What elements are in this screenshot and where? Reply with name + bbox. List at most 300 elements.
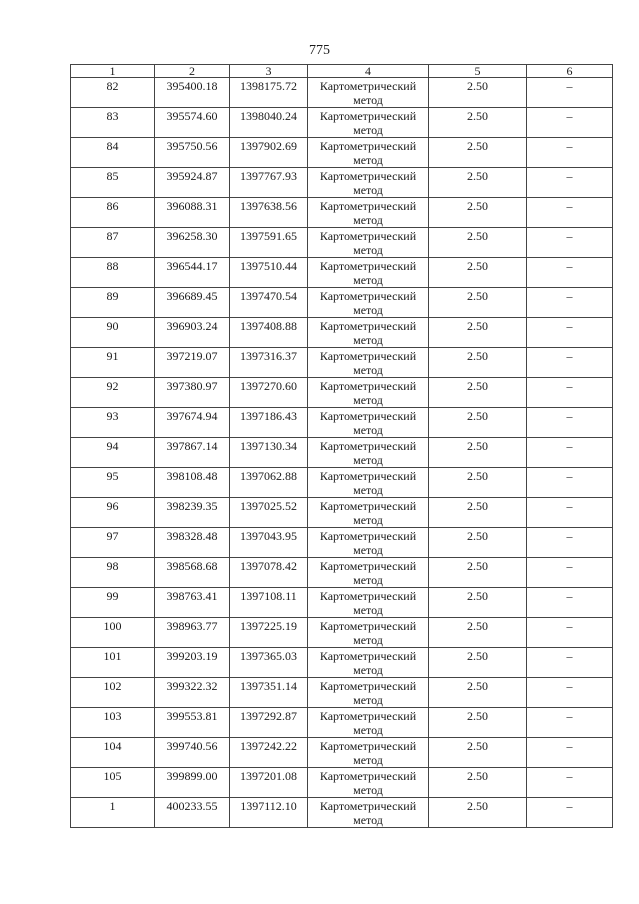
- cell-text: 82: [106, 79, 119, 93]
- table-body: [71, 65, 613, 828]
- y-coordinate-cell: [230, 738, 308, 768]
- description-cell: [527, 108, 613, 138]
- method-cell: [308, 678, 429, 708]
- table-row: [71, 498, 613, 528]
- cell-text: 1397767.93: [240, 169, 297, 183]
- cell-text: 1397108.11: [240, 589, 297, 603]
- y-coordinate-cell: [230, 288, 308, 318]
- table-row: [71, 108, 613, 138]
- method-cell: [308, 738, 429, 768]
- method-cell: [308, 648, 429, 678]
- cell-text: Картометрический метод: [319, 769, 417, 797]
- cell-text: 2.50: [467, 589, 488, 603]
- cell-text: –: [566, 619, 573, 633]
- cell-text: 101: [103, 649, 122, 663]
- cell-text: 1397186.43: [240, 409, 297, 423]
- table-row: [71, 318, 613, 348]
- cell-text: –: [566, 679, 573, 693]
- point-number-cell: [71, 198, 155, 228]
- point-number-cell: [71, 408, 155, 438]
- cell-text: –: [566, 439, 573, 453]
- cell-text: 396088.31: [166, 199, 218, 213]
- method-cell: [308, 618, 429, 648]
- y-coordinate-cell: [230, 468, 308, 498]
- x-coordinate-cell: [155, 528, 230, 558]
- y-coordinate-cell: [230, 528, 308, 558]
- cell-text: Картометрический метод: [319, 229, 417, 257]
- cell-text: Картометрический метод: [319, 409, 417, 437]
- table-row: [71, 768, 613, 798]
- point-number-cell: [71, 228, 155, 258]
- cell-text: 397219.07: [166, 349, 218, 363]
- cell-text: –: [566, 109, 573, 123]
- y-coordinate-cell: [230, 618, 308, 648]
- x-coordinate-cell: [155, 738, 230, 768]
- cell-text: 89: [106, 289, 119, 303]
- cell-text: 99: [106, 589, 119, 603]
- point-number-cell: [71, 558, 155, 588]
- cell-text: Картометрический метод: [319, 619, 417, 647]
- x-coordinate-cell: [155, 108, 230, 138]
- x-coordinate-cell: [155, 78, 230, 108]
- description-cell: [527, 618, 613, 648]
- cell-text: 398963.77: [166, 619, 218, 633]
- table-row: [71, 138, 613, 168]
- y-coordinate-cell: [230, 258, 308, 288]
- cell-text: 92: [106, 379, 119, 393]
- cell-text: 90: [106, 319, 119, 333]
- y-coordinate-cell: [230, 228, 308, 258]
- method-cell: [308, 228, 429, 258]
- description-cell: [527, 138, 613, 168]
- cell-text: 93: [106, 409, 119, 423]
- accuracy-cell: [429, 258, 527, 288]
- accuracy-cell: [429, 588, 527, 618]
- cell-text: 396258.30: [166, 229, 218, 243]
- cell-text: 1397225.19: [240, 619, 297, 633]
- x-coordinate-cell: [155, 318, 230, 348]
- description-cell: [527, 768, 613, 798]
- x-coordinate-cell: [155, 198, 230, 228]
- cell-text: 2.50: [467, 139, 488, 153]
- cell-text: –: [566, 169, 573, 183]
- cell-text: 98: [106, 559, 119, 573]
- description-cell: [527, 198, 613, 228]
- method-cell: [308, 258, 429, 288]
- cell-text: 1: [109, 799, 116, 813]
- column-header: 5: [429, 65, 527, 78]
- table-row: [71, 198, 613, 228]
- accuracy-cell: [429, 438, 527, 468]
- cell-text: 1397062.88: [240, 469, 297, 483]
- page-number: 775: [309, 43, 330, 58]
- point-number-cell: [71, 78, 155, 108]
- y-coordinate-cell: [230, 588, 308, 618]
- cell-text: –: [566, 379, 573, 393]
- table-row: [71, 348, 613, 378]
- y-coordinate-cell: [230, 318, 308, 348]
- table-row: [71, 378, 613, 408]
- accuracy-cell: [429, 528, 527, 558]
- method-cell: [308, 198, 429, 228]
- cell-text: –: [566, 79, 573, 93]
- method-cell: [308, 168, 429, 198]
- description-cell: [527, 288, 613, 318]
- cell-text: 397867.14: [166, 439, 218, 453]
- cell-text: 399322.32: [166, 679, 218, 693]
- y-coordinate-cell: [230, 678, 308, 708]
- accuracy-cell: [429, 708, 527, 738]
- method-cell: [308, 378, 429, 408]
- cell-text: 2.50: [467, 319, 488, 333]
- y-coordinate-cell: [230, 798, 308, 828]
- cell-text: 2.50: [467, 79, 488, 93]
- accuracy-cell: [429, 318, 527, 348]
- cell-text: 2.50: [467, 379, 488, 393]
- cell-text: Картометрический метод: [319, 499, 417, 527]
- cell-text: 2.50: [467, 559, 488, 573]
- cell-text: Картометрический метод: [319, 799, 417, 827]
- point-number-cell: [71, 768, 155, 798]
- cell-text: 399553.81: [166, 709, 218, 723]
- x-coordinate-cell: [155, 138, 230, 168]
- description-cell: [527, 708, 613, 738]
- description-cell: [527, 558, 613, 588]
- x-coordinate-cell: [155, 498, 230, 528]
- point-number-cell: [71, 468, 155, 498]
- method-cell: [308, 348, 429, 378]
- x-coordinate-cell: [155, 678, 230, 708]
- y-coordinate-cell: [230, 498, 308, 528]
- accuracy-cell: [429, 108, 527, 138]
- x-coordinate-cell: [155, 408, 230, 438]
- cell-text: –: [566, 319, 573, 333]
- cell-text: 83: [106, 109, 119, 123]
- cell-text: 1397292.87: [240, 709, 297, 723]
- cell-text: 2.50: [467, 289, 488, 303]
- cell-text: 87: [106, 229, 119, 243]
- cell-text: –: [566, 589, 573, 603]
- cell-text: 398763.41: [166, 589, 218, 603]
- cell-text: 1397365.03: [240, 649, 297, 663]
- cell-text: 2.50: [467, 619, 488, 633]
- cell-text: 2.50: [467, 199, 488, 213]
- method-cell: [308, 528, 429, 558]
- cell-text: 2.50: [467, 679, 488, 693]
- cell-text: 2.50: [467, 169, 488, 183]
- x-coordinate-cell: [155, 618, 230, 648]
- cell-text: –: [566, 199, 573, 213]
- cell-text: –: [566, 259, 573, 273]
- accuracy-cell: [429, 678, 527, 708]
- description-cell: [527, 648, 613, 678]
- description-cell: [527, 258, 613, 288]
- description-cell: [527, 228, 613, 258]
- column-header: 2: [155, 65, 230, 78]
- cell-text: 398328.48: [166, 529, 218, 543]
- table-row: [71, 648, 613, 678]
- cell-text: 85: [106, 169, 119, 183]
- x-coordinate-cell: [155, 768, 230, 798]
- cell-text: 399203.19: [166, 649, 218, 663]
- cell-text: 2.50: [467, 739, 488, 753]
- cell-text: –: [566, 139, 573, 153]
- description-cell: [527, 678, 613, 708]
- cell-text: 94: [106, 439, 119, 453]
- cell-text: –: [566, 799, 573, 813]
- point-number-cell: [71, 498, 155, 528]
- cell-text: 395574.60: [166, 109, 218, 123]
- table-row: [71, 738, 613, 768]
- table-row: [71, 618, 613, 648]
- cell-text: 2.50: [467, 769, 488, 783]
- cell-text: 1397902.69: [240, 139, 297, 153]
- cell-text: 95: [106, 469, 119, 483]
- y-coordinate-cell: [230, 708, 308, 738]
- table-row: [71, 708, 613, 738]
- method-cell: [308, 438, 429, 468]
- x-coordinate-cell: [155, 228, 230, 258]
- description-cell: [527, 348, 613, 378]
- cell-text: 395750.56: [166, 139, 218, 153]
- accuracy-cell: [429, 198, 527, 228]
- cell-text: –: [566, 709, 573, 723]
- method-cell: [308, 498, 429, 528]
- point-number-cell: [71, 438, 155, 468]
- cell-text: 91: [106, 349, 119, 363]
- table-header-row: [71, 65, 613, 78]
- cell-text: 398108.48: [166, 469, 218, 483]
- x-coordinate-cell: [155, 258, 230, 288]
- cell-text: Картометрический метод: [319, 319, 417, 347]
- method-cell: [308, 588, 429, 618]
- x-coordinate-cell: [155, 168, 230, 198]
- cell-text: –: [566, 469, 573, 483]
- point-number-cell: [71, 618, 155, 648]
- cell-text: 2.50: [467, 529, 488, 543]
- method-cell: [308, 318, 429, 348]
- table-row: [71, 408, 613, 438]
- point-number-cell: [71, 528, 155, 558]
- method-cell: [308, 288, 429, 318]
- accuracy-cell: [429, 798, 527, 828]
- table-row: [71, 468, 613, 498]
- cell-text: –: [566, 529, 573, 543]
- cell-text: 102: [103, 679, 122, 693]
- accuracy-cell: [429, 78, 527, 108]
- y-coordinate-cell: [230, 648, 308, 678]
- cell-text: 2.50: [467, 349, 488, 363]
- description-cell: [527, 498, 613, 528]
- cell-text: Картометрический метод: [319, 109, 417, 137]
- cell-text: Картометрический метод: [319, 379, 417, 407]
- x-coordinate-cell: [155, 348, 230, 378]
- cell-text: 1398040.24: [240, 109, 297, 123]
- point-number-cell: [71, 108, 155, 138]
- cell-text: 2.50: [467, 229, 488, 243]
- method-cell: [308, 468, 429, 498]
- description-cell: [527, 738, 613, 768]
- accuracy-cell: [429, 348, 527, 378]
- point-number-cell: [71, 588, 155, 618]
- point-number-cell: [71, 288, 155, 318]
- cell-text: 396689.45: [166, 289, 218, 303]
- cell-text: 2.50: [467, 259, 488, 273]
- accuracy-cell: [429, 648, 527, 678]
- cell-text: 2.50: [467, 439, 488, 453]
- cell-text: 395924.87: [166, 169, 218, 183]
- cell-text: 400233.55: [166, 799, 218, 813]
- x-coordinate-cell: [155, 378, 230, 408]
- cell-text: Картометрический метод: [319, 469, 417, 497]
- table-row: [71, 228, 613, 258]
- point-number-cell: [71, 348, 155, 378]
- point-number-cell: [71, 258, 155, 288]
- point-number-cell: [71, 378, 155, 408]
- method-cell: [308, 408, 429, 438]
- cell-text: Картометрический метод: [319, 679, 417, 707]
- cell-text: Картометрический метод: [319, 79, 417, 107]
- coordinates-table: [70, 64, 613, 828]
- method-cell: [308, 78, 429, 108]
- cell-text: Картометрический метод: [319, 559, 417, 587]
- x-coordinate-cell: [155, 468, 230, 498]
- cell-text: 1397043.95: [240, 529, 297, 543]
- description-cell: [527, 318, 613, 348]
- method-cell: [308, 708, 429, 738]
- x-coordinate-cell: [155, 288, 230, 318]
- cell-text: 1397316.37: [240, 349, 297, 363]
- cell-text: 396544.17: [166, 259, 218, 273]
- x-coordinate-cell: [155, 438, 230, 468]
- cell-text: 1397078.42: [240, 559, 297, 573]
- y-coordinate-cell: [230, 168, 308, 198]
- table-row: [71, 528, 613, 558]
- point-number-cell: [71, 138, 155, 168]
- cell-text: 1397242.22: [240, 739, 297, 753]
- description-cell: [527, 78, 613, 108]
- cell-text: Картометрический метод: [319, 259, 417, 287]
- table-row: [71, 78, 613, 108]
- cell-text: –: [566, 739, 573, 753]
- accuracy-cell: [429, 768, 527, 798]
- method-cell: [308, 798, 429, 828]
- y-coordinate-cell: [230, 138, 308, 168]
- cell-text: 1397351.14: [240, 679, 297, 693]
- cell-text: –: [566, 649, 573, 663]
- cell-text: 84: [106, 139, 119, 153]
- cell-text: 1397408.88: [240, 319, 297, 333]
- cell-text: 96: [106, 499, 119, 513]
- method-cell: [308, 768, 429, 798]
- y-coordinate-cell: [230, 558, 308, 588]
- description-cell: [527, 378, 613, 408]
- accuracy-cell: [429, 618, 527, 648]
- cell-text: 1398175.72: [240, 79, 297, 93]
- table-row: [71, 678, 613, 708]
- cell-text: 397674.94: [166, 409, 218, 423]
- table-row: [71, 588, 613, 618]
- cell-text: 397380.97: [166, 379, 218, 393]
- table-row: [71, 558, 613, 588]
- cell-text: 2.50: [467, 109, 488, 123]
- x-coordinate-cell: [155, 558, 230, 588]
- cell-text: Картометрический метод: [319, 709, 417, 737]
- cell-text: 105: [103, 769, 122, 783]
- description-cell: [527, 468, 613, 498]
- point-number-cell: [71, 678, 155, 708]
- cell-text: Картометрический метод: [319, 439, 417, 467]
- cell-text: 1397638.56: [240, 199, 297, 213]
- accuracy-cell: [429, 138, 527, 168]
- point-number-cell: [71, 648, 155, 678]
- cell-text: Картометрический метод: [319, 589, 417, 617]
- y-coordinate-cell: [230, 108, 308, 138]
- cell-text: 1397591.65: [240, 229, 297, 243]
- cell-text: 398568.68: [166, 559, 218, 573]
- cell-text: 1397510.44: [240, 259, 297, 273]
- cell-text: 103: [103, 709, 122, 723]
- y-coordinate-cell: [230, 378, 308, 408]
- cell-text: 86: [106, 199, 119, 213]
- column-header: 4: [308, 65, 429, 78]
- point-number-cell: [71, 798, 155, 828]
- description-cell: [527, 408, 613, 438]
- x-coordinate-cell: [155, 648, 230, 678]
- method-cell: [308, 558, 429, 588]
- y-coordinate-cell: [230, 348, 308, 378]
- cell-text: Картометрический метод: [319, 349, 417, 377]
- cell-text: 399740.56: [166, 739, 218, 753]
- description-cell: [527, 588, 613, 618]
- accuracy-cell: [429, 288, 527, 318]
- x-coordinate-cell: [155, 708, 230, 738]
- cell-text: –: [566, 499, 573, 513]
- accuracy-cell: [429, 498, 527, 528]
- accuracy-cell: [429, 738, 527, 768]
- cell-text: 396903.24: [166, 319, 218, 333]
- cell-text: Картометрический метод: [319, 169, 417, 197]
- cell-text: 2.50: [467, 409, 488, 423]
- cell-text: 395400.18: [166, 79, 218, 93]
- cell-text: 1397130.34: [240, 439, 297, 453]
- cell-text: 1397201.08: [240, 769, 297, 783]
- accuracy-cell: [429, 468, 527, 498]
- cell-text: 88: [106, 259, 119, 273]
- accuracy-cell: [429, 378, 527, 408]
- point-number-cell: [71, 168, 155, 198]
- cell-text: 398239.35: [166, 499, 218, 513]
- cell-text: –: [566, 349, 573, 363]
- point-number-cell: [71, 738, 155, 768]
- cell-text: –: [566, 289, 573, 303]
- x-coordinate-cell: [155, 588, 230, 618]
- cell-text: 1397270.60: [240, 379, 297, 393]
- cell-text: 1397470.54: [240, 289, 297, 303]
- x-coordinate-cell: [155, 798, 230, 828]
- cell-text: Картометрический метод: [319, 529, 417, 557]
- column-header: 6: [527, 65, 613, 78]
- cell-text: 97: [106, 529, 119, 543]
- cell-text: –: [566, 409, 573, 423]
- cell-text: 1397025.52: [240, 499, 297, 513]
- table-row: [71, 288, 613, 318]
- description-cell: [527, 168, 613, 198]
- cell-text: Картометрический метод: [319, 739, 417, 767]
- description-cell: [527, 528, 613, 558]
- y-coordinate-cell: [230, 768, 308, 798]
- cell-text: 1397112.10: [240, 799, 297, 813]
